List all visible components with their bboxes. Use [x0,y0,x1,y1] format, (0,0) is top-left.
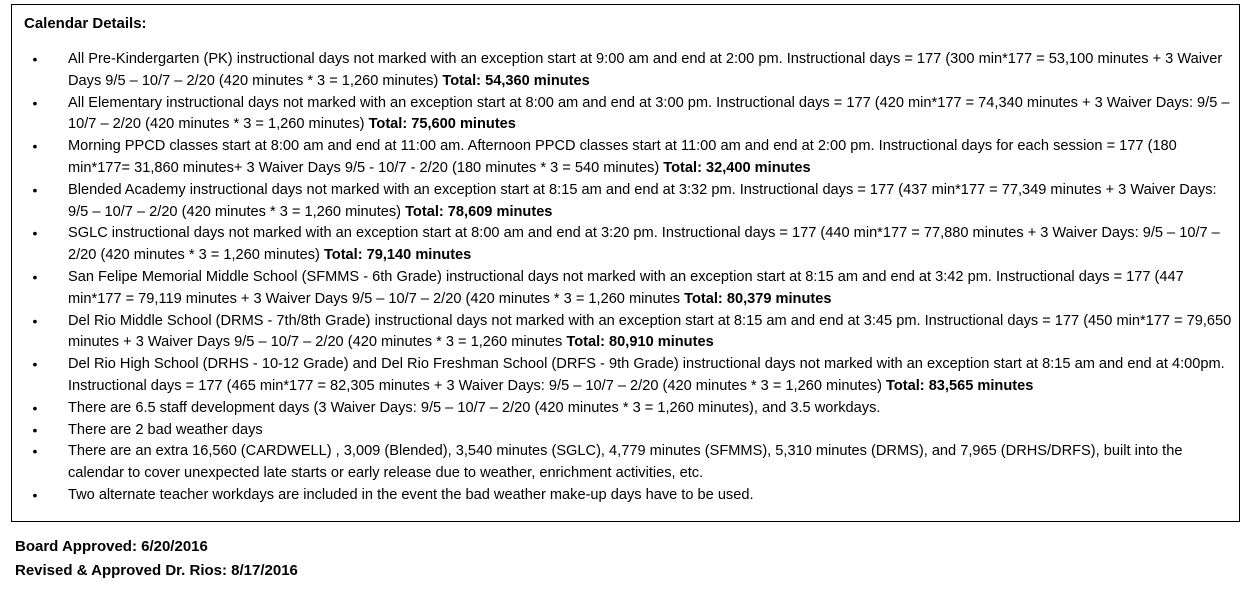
list-item-text: SGLC instructional days not marked with an exception start at 8:00 am and end at 3:20 pm. Instructional days = 177 (440 min*177 = 77,880 minutes + 3 Waiver Days: 9/5 – 10/7 – 2/20 (420 minutes * 3 = 1,260 minutes) [68,225,1220,264]
list-item [12,223,1234,267]
list-item [12,398,1234,420]
board-approved-text: Board Approved: 6/20/2016 [15,538,208,555]
calendar-details-box [11,4,1240,522]
bullet-icon: • [32,268,38,285]
list-item-total: Total: 75,600 minutes [368,116,516,133]
list-item-text: Del Rio High School (DRHS - 10-12 Grade) and Del Rio Freshman School (DRFS - 9th Grade) instructional days not marked with an exception start at 8:15 am and end at 4:00pm. Instructional days = 177 (465 min*177 = 82,305 minutes + 3 Waiver Days: 9/5 – 10/7 – 2/20 (420 minutes * 3 = 1,260 minutes) [68,356,1225,394]
list-item [12,267,1234,311]
list-item-text: Blended Academy instructional days not marked with an exception start at 8:15 am and end at 3:32 pm. Instructional days = 177 (437 min*177 = 77,349 minutes + 3 Waiver Days: 9/5 – 10/7 – 2/20 (420 minutes * 3 = 1,260 minutes) [68,181,1217,220]
list-item [12,136,1234,180]
list-item-text: All Elementary instructional days not marked with an exception start at 8:00 am and end at 3:00 pm. Instructional days = 177 (420 min*177 = 74,340 minutes + 3 Waiver Days: 9/5 – 10/7 – 2/20 (420 minutes * 3 = 1,260 minutes) [68,94,1230,133]
list-item [12,354,1234,398]
list-item [12,420,1234,442]
list-item-total: Total: 80,379 minutes [684,290,832,307]
list-item-text: All Pre-Kindergarten (PK) instructional days not marked with an exception start at 9:00 am and end at 2:00 pm. Instructional days = 177 (300 min*177 = 53,100 minutes + 3 Waiver Days 9/5 – 10/7 – 2/20 (420 minutes * 3 = 1,260 minutes) [68,51,1223,89]
list-item [12,485,1234,507]
list-item-text: There are 6.5 staff development days (3 Waiver Days: 9/5 – 10/7 – 2/20 (420 minutes * 3 = 1,260 minutes), and 3.5 workdays. [68,399,881,416]
list-item-total: Total: 79,140 minutes [323,247,472,264]
list-item-total: Total: 54,360 minutes [442,72,590,89]
list-item [12,311,1234,355]
bullet-icon: • [32,181,38,198]
bullet-icon: • [32,138,38,155]
list-item-total: Total: 32,400 minutes [663,159,811,176]
bullet-icon: • [32,94,38,111]
bullet-icon: • [32,421,38,438]
bullet-icon: • [32,443,38,460]
list-item [12,180,1234,224]
list-item-text: San Felipe Memorial Middle School (SFMMS - 6th Grade) instructional days not marked with an exception start at 8:15 am and end at 3:42 pm. Instructional days = 177 (447 min*177 = 79,119 minutes + 3 Waiver Days 9/5 – 10/7 – 2/20 (420 minutes * 3 = 1,260 minutes [68,268,1184,307]
list-item [12,49,1234,93]
bullet-icon: • [32,51,38,67]
list-item-text: Morning PPCD classes start at 8:00 am and end at 11:00 am. Afternoon PPCD classes start at 11:00 am and end at 2:00 pm. Instructional days for each session = 177 (180 min*177= 31,860 minutes+ 3 Waiver Days 9/5 - 10/7 - 2/20 (180 minutes * 3 = 540 minutes) [68,138,1177,176]
revised-approved-text: Revised & Approved Dr. Rios: 8/17/2016 [15,562,298,579]
calendar-details-list [12,49,1234,507]
list-item-total: Total: 80,910 minutes [566,334,714,351]
bullet-icon: • [32,312,38,329]
bullet-icon: • [32,225,38,242]
calendar-details-title: Calendar Details: [24,15,147,32]
list-item-total: Total: 83,565 minutes [886,377,1034,394]
list-item-text: There are an extra 16,560 (CARDWELL) , 3,009 (Blended), 3,540 minutes (SGLC), 4,779 minutes (SFMMS), 5,310 minutes (DRMS), and 7,965 (DRHS/DRFS), built into the calendar to cover unexpected late starts or early release due to weather, enrichment activities, etc. [68,443,1183,482]
bullet-icon: • [32,356,38,373]
bullet-icon: • [32,399,38,416]
list-item [12,441,1234,485]
list-item-text: There are 2 bad weather days [68,421,263,438]
list-item-text: Two alternate teacher workdays are included in the event the bad weather make-up days have to be used. [68,486,754,503]
list-item-total: Total: 78,609 minutes [405,203,553,220]
list-item-text: Del Rio Middle School (DRMS - 7th/8th Grade) instructional days not marked with an exception start at 8:15 am and end at 3:45 pm. Instructional days = 177 (450 min*177 = 79,650 minutes + 3 Waiver Days 9/5 – 10/7 – 2/20 (420 minutes * 3 = 1,260 minutes [68,312,1232,351]
list-item [12,93,1234,137]
bullet-icon: • [32,486,38,503]
